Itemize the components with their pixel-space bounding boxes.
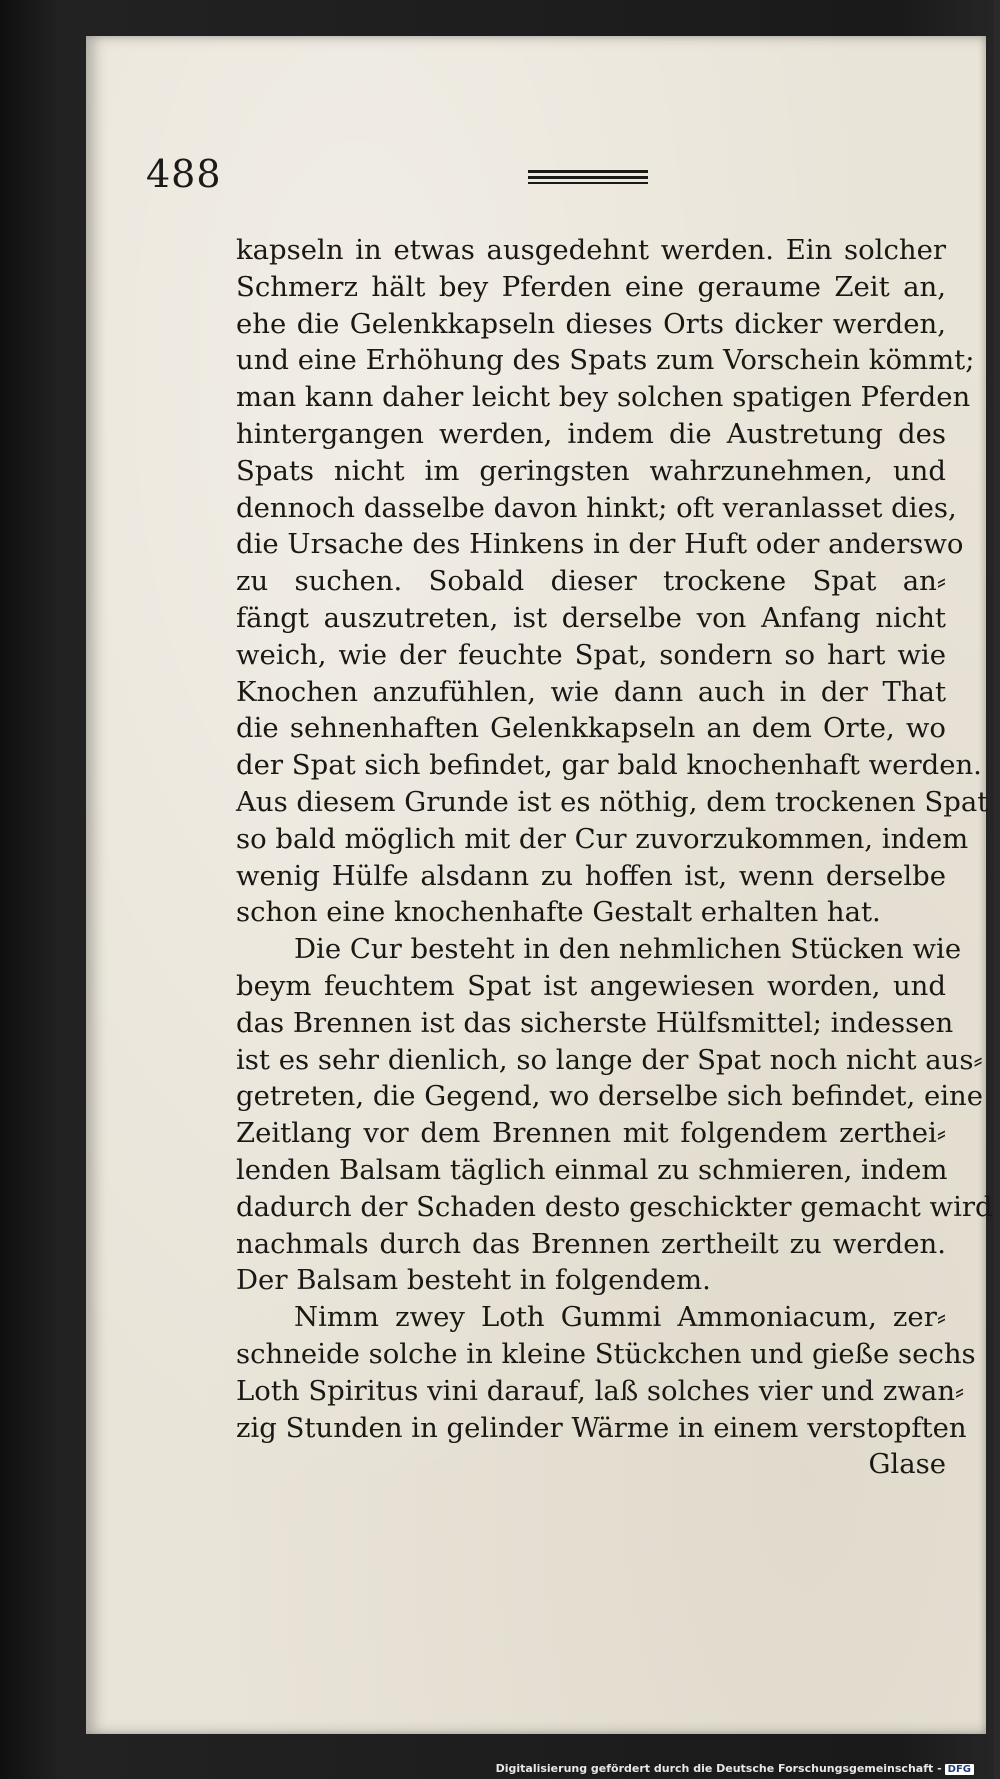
text-line: die sehnenhaften Gelenkkapseln an dem Orte, wo — [236, 712, 946, 745]
text-line: Schmerz hält bey Pferden eine geraume Zeit an, — [236, 270, 946, 303]
text-line: man kann daher leicht bey solchen spatigen Pferden — [236, 381, 971, 414]
scan-right-edge — [994, 0, 1000, 1779]
text-line: ist es sehr dienlich, so lange der Spat noch nicht aus⸗ — [236, 1043, 983, 1076]
digitization-credit — [496, 1762, 974, 1775]
text-line: dennoch dasselbe davon hinkt; oft veranlasset dies, — [236, 491, 957, 524]
text-line: Nimm zwey Loth Gummi Ammoniacum, zer⸗ — [294, 1301, 946, 1334]
body-text — [236, 232, 993, 1483]
header-rule — [528, 170, 648, 184]
header-rule-line — [528, 176, 648, 179]
text-line: Spats nicht im geringsten wahrzunehmen, und — [236, 454, 946, 487]
text-line: zig Stunden in gelinder Wärme in einem verstopften — [236, 1411, 967, 1444]
text-line: Knochen anzufühlen, wie dann auch in der That — [236, 675, 946, 708]
text-line: so bald möglich mit der Cur zuvorzukommen, indem — [236, 822, 969, 855]
dfg-logo: DFG — [945, 1764, 974, 1775]
text-line: Loth Spiritus vini darauf, laß solches vier und zwan⸗ — [236, 1374, 965, 1407]
text-line: kapseln in etwas ausgedehnt werden. Ein solcher — [236, 234, 946, 266]
text-line: die Ursache des Hinkens in der Huft oder anderswo — [236, 528, 964, 561]
text-line: schon eine knochenhafte Gestalt erhalten hat. — [236, 896, 881, 929]
text-line: wenig Hülfe alsdann zu hoffen ist, wenn derselbe — [236, 859, 946, 892]
text-line: ehe die Gelenkkapseln dieses Orts dicker werden, — [236, 307, 946, 340]
text-line: hintergangen werden, indem die Austretung des — [236, 417, 946, 450]
digitization-credit-text: Digitalisierung gefördert durch die Deutsche Forschungsgemeinschaft - — [495, 1762, 942, 1775]
text-line: fängt auszutreten, ist derselbe von Anfang nicht — [236, 601, 946, 634]
text-line: getreten, die Gegend, wo derselbe sich befindet, eine — [236, 1080, 984, 1113]
text-line: das Brennen ist das sicherste Hülfsmittel; indessen — [236, 1006, 954, 1039]
text-line: schneide solche in kleine Stückchen und gieße sechs — [236, 1337, 976, 1370]
text-line: beym feuchtem Spat ist angewiesen worden, und — [236, 969, 946, 1002]
page-number: 488 — [146, 152, 222, 196]
text-line: lenden Balsam täglich einmal zu schmieren, indem — [236, 1153, 948, 1186]
text-line: dadurch der Schaden desto geschickter gemacht wird — [236, 1190, 993, 1223]
text-line: Der Balsam besteht in folgendem. — [236, 1264, 711, 1297]
text-line: Aus diesem Grunde ist es nöthig, dem trockenen Spat — [236, 785, 989, 818]
text-line: weich, wie der feuchte Spat, sondern so hart wie — [236, 638, 946, 671]
header-rule-line — [528, 170, 648, 173]
text-line: nachmals durch das Brennen zertheilt zu werden. — [236, 1227, 946, 1260]
text-line: der Spat sich befindet, gar bald knochenhaft werden. — [236, 749, 982, 782]
text-line: und eine Erhöhung des Spats zum Vorschein kömmt; — [236, 344, 975, 377]
catchword: Glase — [868, 1448, 946, 1481]
text-line: Zeitlang vor dem Brennen mit folgendem zerthei⸗ — [236, 1117, 946, 1150]
text-line: zu suchen. Sobald dieser trockene Spat an⸗ — [236, 565, 946, 598]
header-rule-line — [528, 182, 648, 184]
text-line: Die Cur besteht in den nehmlichen Stücken wie — [294, 933, 962, 966]
